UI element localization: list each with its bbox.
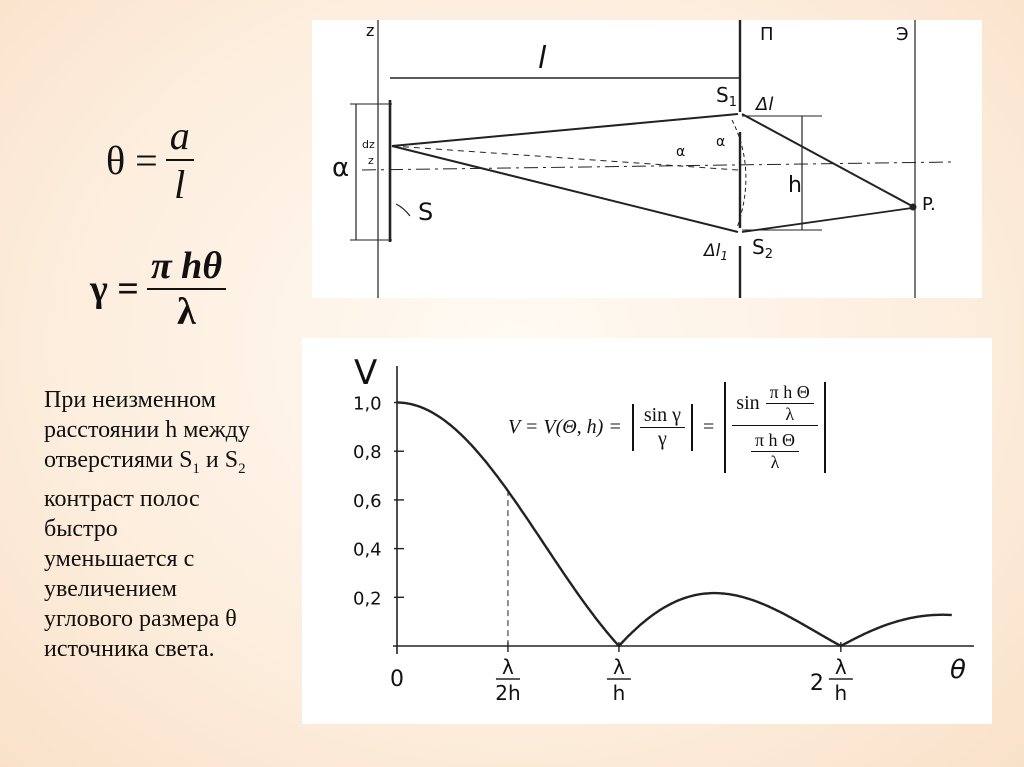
diagram-label-z: z [366, 21, 375, 40]
formula-eq: = [703, 416, 715, 438]
point-p [910, 204, 917, 211]
diagram-label-s1 [716, 83, 737, 110]
formula-lambda2: λ [770, 452, 780, 472]
body-line-3-mid: и S [199, 447, 239, 473]
chart-x-tick-prefix: 2 [809, 671, 824, 696]
ray-s2-to-p [742, 208, 912, 232]
chart-y-tick-label: 0,4 [353, 539, 382, 561]
diagram-label-alpha-big: α [332, 153, 350, 183]
chart-x-tick-den: 2h [495, 681, 521, 705]
chart-x-tick-den: h [612, 681, 626, 705]
formula-pih2: π h Θ [751, 430, 799, 452]
diagram-label-dl1-sub: 1 [720, 249, 728, 263]
diagram-label-s2 [752, 235, 773, 262]
chart-y-tick-label: 0,8 [353, 442, 382, 464]
formula-abs-2 [724, 382, 825, 473]
formula-theta-lhs: θ = [106, 137, 158, 183]
diagram-label-dz: dz [362, 138, 375, 151]
diagram-label-dl1 [702, 241, 728, 263]
body-line-3 [44, 445, 294, 484]
formula-gamma-den2: γ [658, 428, 667, 450]
formula-gamma [90, 244, 226, 334]
body-line-1: При неизменном [44, 387, 216, 413]
chart-y-tick-label: 0,2 [353, 588, 382, 610]
diagram-label-s1-main: S [716, 83, 729, 107]
formula-sin2: sin [736, 392, 760, 414]
body-text [44, 385, 294, 664]
diagram-label-h: h [788, 173, 802, 198]
diagram-label-p-point: P. [922, 194, 936, 215]
diagram-label-z-small: z [368, 154, 374, 167]
diagram-label-alpha-small: α [676, 144, 686, 160]
chart-y-tick-label: 0,6 [353, 490, 382, 512]
diagram-label-dl1-main: Δl [704, 241, 721, 261]
diagram-label-s2-main: S [752, 235, 765, 259]
diagram-label-s1-sub: 1 [728, 95, 737, 110]
ray-to-s2 [392, 146, 738, 232]
body-line-7: увеличением [44, 575, 177, 602]
visibility-graph [302, 338, 992, 724]
visibility-formula [508, 382, 826, 473]
chart-x-label: θ [950, 655, 966, 685]
diagram-label-alpha-side: α [716, 134, 726, 150]
formula-v-lhs: V = V(Θ, h) = [508, 416, 622, 438]
formula-gamma-fraction [147, 244, 226, 334]
body-line-8: углового размера θ [44, 605, 237, 632]
formula-gamma-num: π hθ [147, 244, 226, 290]
diagram-label-dl: Δl [756, 94, 774, 115]
diagram-label-p: П [760, 24, 774, 45]
chart-x-origin: 0 [390, 667, 404, 692]
chart-y-tick-label: 1,0 [353, 393, 382, 415]
formula-theta-den: l [174, 162, 186, 207]
body-line-4: контраст полос [44, 485, 200, 512]
body-line-6: уменьшается с [44, 545, 195, 572]
formula-theta-num: a [166, 112, 194, 161]
ray-s1-to-p [742, 114, 912, 206]
body-line-3-sub2: 2 [238, 460, 246, 477]
body-line-5: быстро [44, 515, 118, 542]
formula-sin-gamma: sin γ [640, 404, 685, 428]
diagram-label-e: Э [896, 24, 909, 45]
body-line-3-sub1: 1 [192, 460, 200, 477]
chart-x-tick-num: λ [834, 655, 847, 679]
formula-gamma-den: λ [177, 291, 196, 333]
formula-lambda: λ [785, 404, 795, 424]
diagram-label-l: l [538, 41, 547, 76]
formula-pih: π h Θ [766, 382, 814, 404]
diagram-label-s: S [418, 198, 434, 226]
formula-theta-fraction [166, 112, 194, 208]
body-line-2: расстоянии h между [44, 417, 250, 443]
chart-x-tick-num: λ [613, 655, 625, 679]
body-line-3-pre: отверстиями S [44, 447, 193, 473]
formula-abs-1 [632, 404, 693, 451]
chart-x-tick-num: λ [502, 655, 514, 679]
formula-theta [106, 112, 194, 208]
chart-y-label: V [354, 353, 378, 393]
optical-axis [362, 162, 952, 170]
formula-gamma-lhs: γ = [90, 268, 139, 310]
diagram-label-s2-sub: 2 [764, 247, 773, 262]
interference-diagram [312, 20, 982, 298]
body-line-9: источника света. [44, 635, 215, 662]
chart-x-tick-den: h [834, 681, 848, 705]
diagram-svg [312, 20, 982, 298]
ray-to-s1 [392, 114, 738, 146]
